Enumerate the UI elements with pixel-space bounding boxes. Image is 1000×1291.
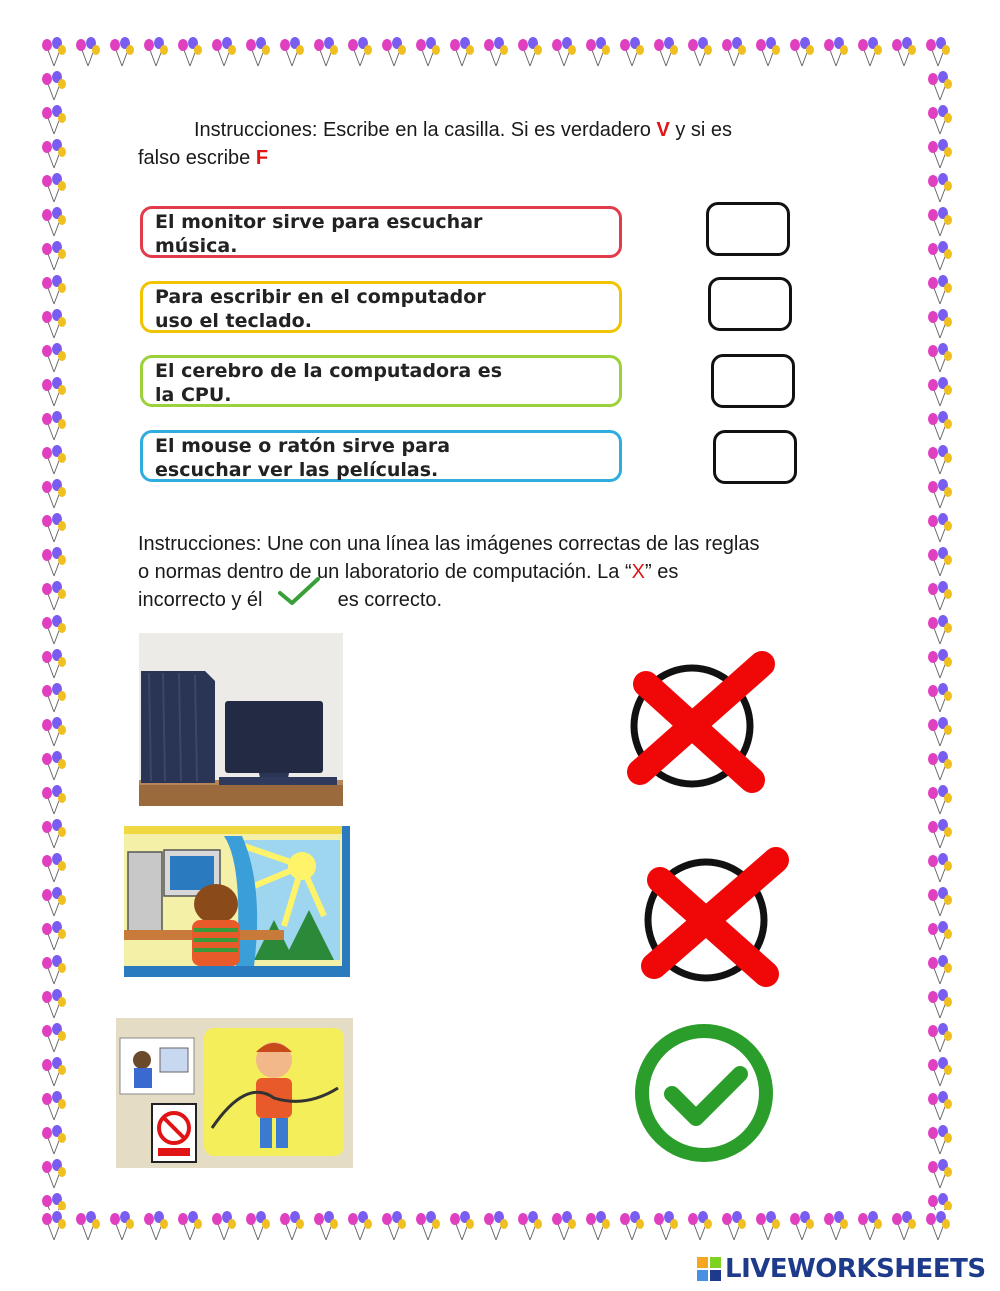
statement-4 (140, 430, 622, 482)
liveworksheets-logo-icon (697, 1257, 721, 1281)
picture-child-at-computer[interactable] (124, 826, 350, 977)
statement-1 (140, 206, 622, 258)
cross-circle-icon[interactable] (634, 844, 790, 992)
statement-3 (140, 355, 622, 407)
statement-2 (140, 281, 622, 333)
answer-input-3[interactable] (714, 357, 796, 407)
matching-line3-suffix: es correcto. (337, 589, 443, 611)
answer-input-4[interactable] (716, 433, 798, 483)
statement-2-line2: uso el teclado. (155, 310, 312, 332)
statement-1-line2: música. (155, 235, 238, 257)
answer-input-1[interactable] (709, 205, 791, 255)
answer-box-1[interactable] (706, 202, 790, 256)
matching-line2-suffix: ” es (644, 561, 679, 583)
statement-4-line2: escuchar ver las películas. (155, 459, 439, 481)
statement-1-line1: El monitor sirve para escuchar (155, 211, 483, 233)
liveworksheets-logo[interactable] (697, 1254, 986, 1284)
matching-line3 (138, 586, 878, 614)
picture-lab-rules[interactable] (116, 1018, 353, 1168)
instructions-true-false (138, 116, 838, 172)
matching-line2-prefix: o normas dentro de un laboratorio de computación. La “ (138, 561, 632, 583)
answer-box-4[interactable] (713, 430, 797, 484)
answer-box-2[interactable] (708, 277, 792, 331)
matching-line1: Instrucciones: Une con una línea las imágenes correctas de las reglas (138, 533, 760, 555)
answer-input-2[interactable] (711, 280, 793, 330)
border-bottom (38, 1210, 958, 1244)
statement-2-line1: Para escribir en el computador (155, 286, 486, 308)
x-letter: X (631, 561, 645, 583)
check-circle-icon[interactable] (632, 1022, 778, 1166)
statement-3-line1: El cerebro de la computadora es (155, 360, 503, 382)
border-left (38, 70, 72, 1210)
border-top (38, 36, 958, 70)
matching-line3-prefix: incorrecto y él (138, 589, 263, 611)
cross-circle-icon[interactable] (622, 648, 778, 798)
matching-line2 (138, 558, 878, 586)
true-letter: V (656, 119, 670, 141)
check-icon (268, 589, 332, 613)
statement-4-line1: El mouse o ratón sirve para (155, 435, 451, 457)
border-right (924, 70, 958, 1210)
picture-covered-computer[interactable] (139, 633, 343, 806)
answer-box-3[interactable] (711, 354, 795, 408)
instructions-matching (138, 530, 878, 614)
instruction-text-middle: y si es (675, 119, 733, 141)
instruction-text-line2: falso escribe (138, 147, 251, 169)
false-letter: F (255, 147, 269, 169)
statement-3-line2: la CPU. (155, 384, 232, 406)
brand-name: LIVEWORKSHEETS (725, 1254, 986, 1284)
instruction-text: Instrucciones: Escribe en la casilla. Si es verdadero (194, 119, 651, 141)
